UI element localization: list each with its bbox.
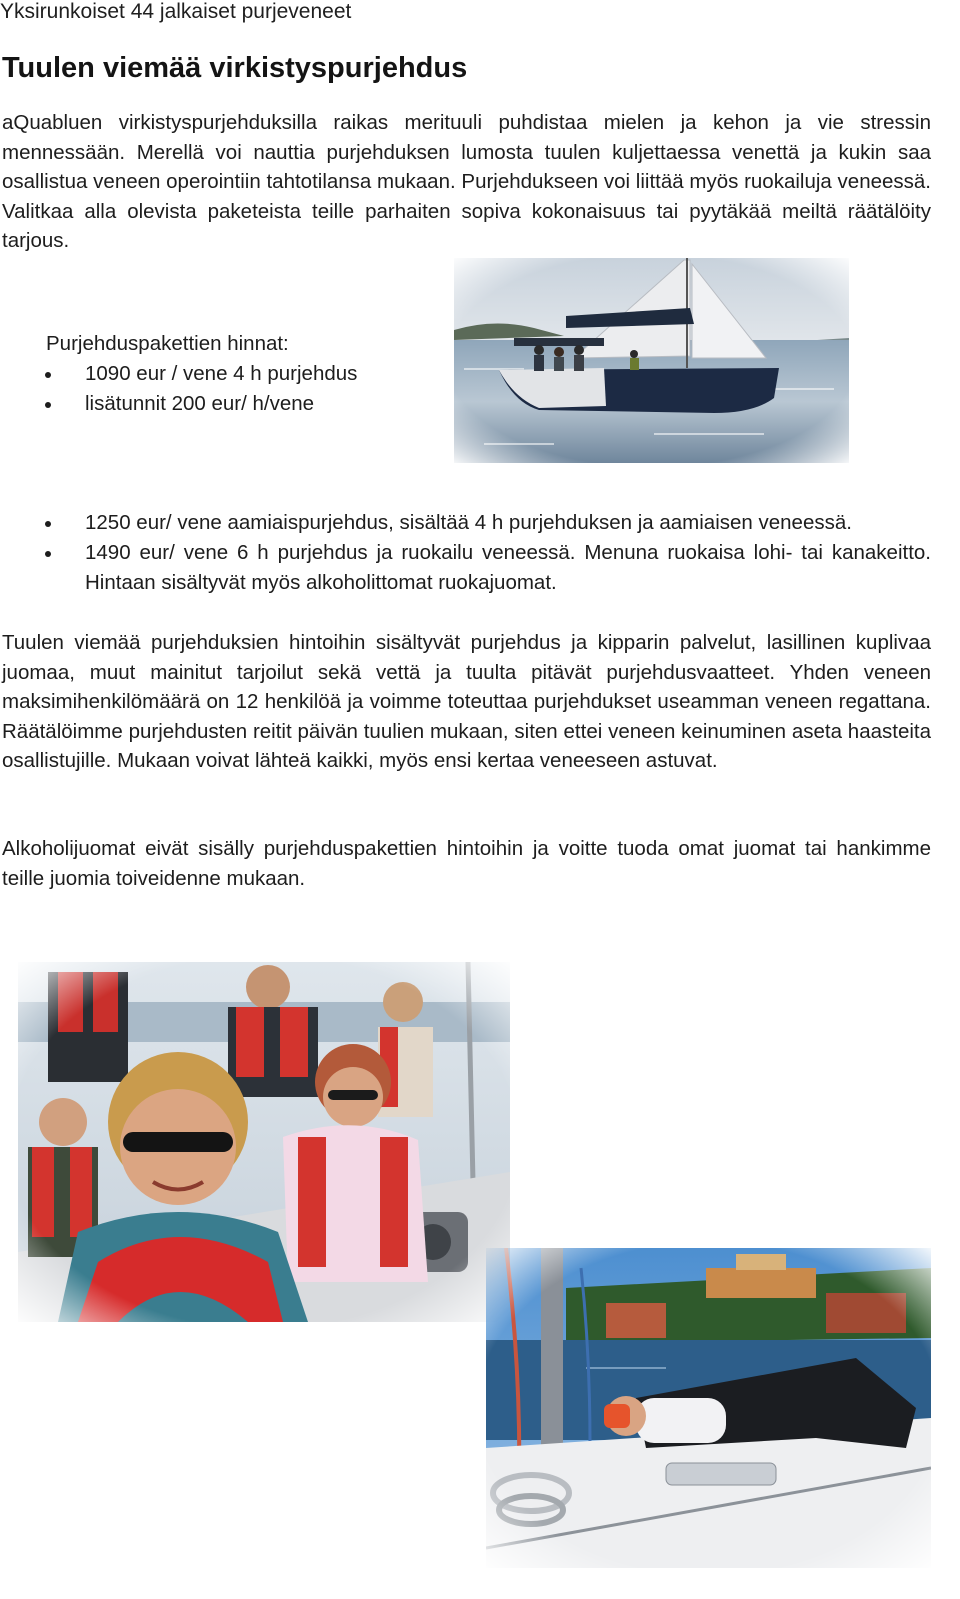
sailboat-photo	[454, 258, 849, 463]
price-item-text: 1490 eur/ vene 6 h purjehdus ja ruokailu veneessä. Menuna ruokaisa lohi- tai kanakeitto. Hintaan sisältyvät myös alkoholittomat ruokajuomat.	[85, 541, 931, 594]
bullet-icon	[45, 372, 51, 378]
list-item	[45, 359, 445, 389]
price-item-text: 1090 eur / vene 4 h purjehdus	[85, 362, 358, 385]
page-title: Tuulen viemää virkistyspurjehdus	[2, 52, 468, 84]
list-item	[45, 389, 445, 419]
bullet-icon	[45, 521, 51, 527]
bullet-icon	[45, 551, 51, 557]
relaxing-on-deck-photo	[486, 1248, 931, 1568]
running-header: Yksirunkoiset 44 jalkaiset purjeveneet	[0, 0, 352, 23]
price-list-top	[45, 359, 445, 419]
prices-heading: Purjehduspakettien hinnat:	[46, 332, 289, 355]
alcohol-note-paragraph: Alkoholijuomat eivät sisälly purjehduspakettien hintoihin ja voitte tuoda omat juomat tai hankimme teille juomia toiveidenne mukaan.	[2, 837, 931, 890]
intro-paragraph: aQuabluen virkistyspurjehduksilla raikas merituuli puhdistaa mielen ja kehon ja vie stressin mennessään. Merellä voi nauttia purjehduksen lumosta tuulen kuljettaessa venettä ja kukin saa osallistua veneen operointiin tahtotilansa mukaan. Purjehdukseen voi liittää myös ruokailuja veneessä. Valitkaa alla olevista paketeista teille parhaiten sopiva kokonaisuus tai pyytäkää meiltä räätälöity tarjous.	[2, 111, 931, 253]
crew-photo	[18, 962, 510, 1322]
price-item-text: lisätunnit 200 eur/ h/vene	[85, 392, 315, 415]
price-item-text: 1250 eur/ vene aamiaispurjehdus, sisältää 4 h purjehduksen ja aamiaisen veneessä.	[85, 511, 852, 534]
bullet-icon	[45, 402, 51, 408]
list-item	[45, 508, 931, 538]
list-item	[45, 538, 931, 598]
inclusions-paragraph: Tuulen viemää purjehduksien hintoihin sisältyvät purjehdus ja kipparin palvelut, lasillinen kuplivaa juomaa, muut mainitut tarjoilut sekä vettä ja tuulta pitävät purjehdusvaatteet. Yhden veneen maksimihenkilömäärä on 12 henkilöä ja voimme toteuttaa purjehdukset useamman veneen regattana. Räätälöimme purjehdusten reitit päivän tuulien mukaan, siten ettei veneen keinuminen aseta haasteita osallistujille. Mukaan voivat lähteä kaikki, myös ensi kertaa veneeseen astuvat.	[2, 631, 931, 773]
price-list-bottom	[45, 508, 931, 598]
